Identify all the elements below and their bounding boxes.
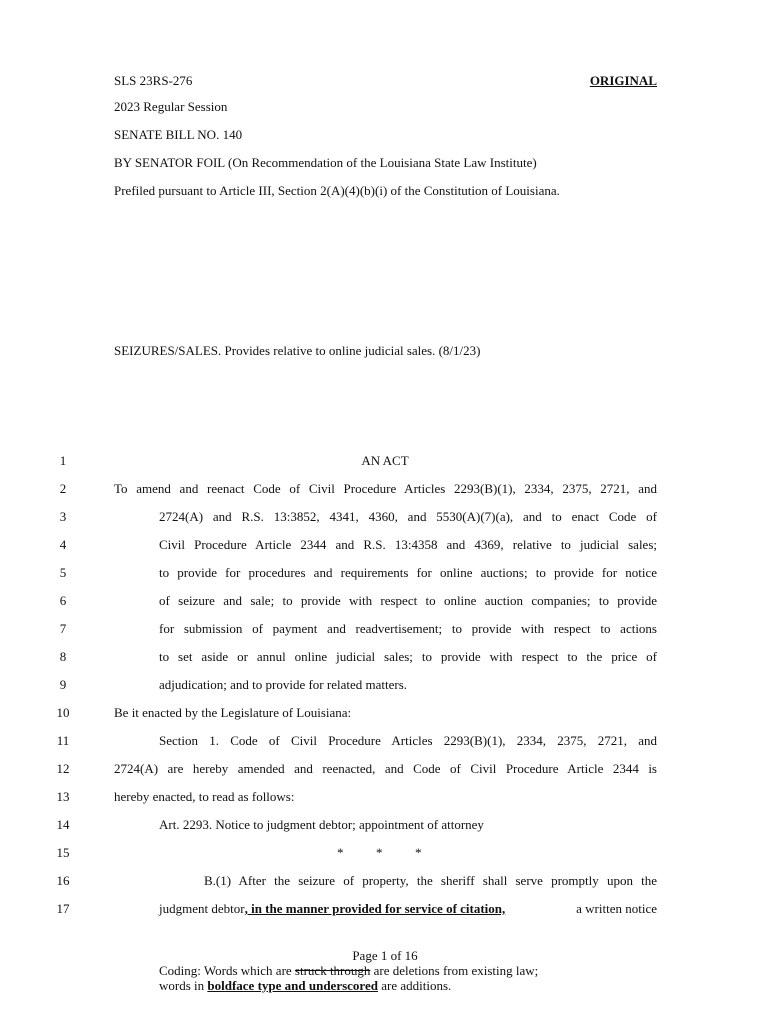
line-text: adjudication; and to provide for related matters. [159, 677, 407, 692]
bill-line [0, 789, 770, 807]
boldface-sample: boldface type and underscored [207, 978, 378, 993]
bill-line [0, 733, 770, 751]
line-text [159, 901, 657, 917]
bill-line [0, 621, 770, 639]
omission-asterisks: * * * [337, 845, 422, 860]
line-text: to provide for procedures and requirements for online auctions; to provide for notice [159, 565, 657, 580]
coding-line-1 [159, 963, 538, 978]
bill-line [0, 761, 770, 779]
added-text: , in the manner provided for service of citation, [244, 901, 506, 916]
line-number: 16 [56, 873, 70, 888]
coding-line-2 [159, 978, 538, 993]
bill-line [0, 565, 770, 583]
line-text: To amend and reenact Code of Civil Procedure Articles 2293(B)(1), 2334, 2375, 2721, and [114, 481, 657, 496]
coding-text: words in [159, 978, 208, 993]
line-number: 1 [59, 453, 67, 468]
bill-line [0, 817, 770, 835]
bill-line [0, 677, 770, 695]
line-number: 9 [59, 677, 67, 692]
status-original: ORIGINAL [589, 73, 657, 88]
act-title: AN ACT [361, 453, 409, 468]
line-text: 2724(A) are hereby amended and reenacted, and Code of Civil Procedure Article 2344 is [114, 761, 657, 776]
coding-text: Coding: Words which are [159, 963, 295, 978]
bill-line [0, 649, 770, 667]
coding-text: are deletions from existing law; [370, 963, 539, 978]
struck-sample: struck through [294, 963, 371, 978]
sls-number: SLS 23RS-276 [114, 73, 193, 88]
page-number: Page 1 of 16 [352, 948, 418, 963]
line-text: to set aside or annul online judicial sales; to provide with respect to the price of [159, 649, 657, 664]
article-heading: Art. 2293. Notice to judgment debtor; appointment of attorney [159, 817, 484, 832]
bill-author: BY SENATOR FOIL (On Recommendation of the Louisiana State Law Institute) [114, 155, 537, 170]
bill-number: SENATE BILL NO. 140 [114, 127, 243, 142]
digest: SEIZURES/SALES. Provides relative to online judicial sales. (8/1/23) [114, 343, 481, 358]
bill-line [0, 593, 770, 611]
line-number: 7 [59, 621, 67, 636]
line-number: 11 [56, 733, 70, 748]
line-text: of seizure and sale; to provide with respect to online auction companies; to provide [159, 593, 657, 608]
coding-note [159, 963, 538, 993]
line-number: 12 [56, 761, 70, 776]
line-text: hereby enacted, to read as follows: [114, 789, 295, 804]
line-number: 14 [56, 817, 70, 832]
line-number: 17 [56, 901, 70, 916]
line-text-plain: judgment debtor [159, 901, 245, 916]
line-text: Civil Procedure Article 2344 and R.S. 13:4358 and 4369, relative to judicial sales; [159, 537, 657, 552]
bill-line [0, 845, 770, 863]
bill-line [0, 705, 770, 723]
line-text: B.(1) After the seizure of property, the sheriff shall serve promptly upon the [204, 873, 657, 888]
bill-line [0, 453, 770, 471]
prefiled-note: Prefiled pursuant to Article III, Section 2(A)(4)(b)(i) of the Constitution of Louisiana. [114, 183, 560, 198]
line-number: 8 [59, 649, 67, 664]
line-number: 6 [59, 593, 67, 608]
line-number: 15 [56, 845, 70, 860]
line-number: 4 [59, 537, 67, 552]
line-number: 10 [56, 705, 70, 720]
line-text: Be it enacted by the Legislature of Louisiana: [114, 705, 352, 720]
line-number: 3 [59, 509, 67, 524]
coding-text: are additions. [377, 978, 452, 993]
line-text: for submission of payment and readvertisement; to provide with respect to actions [159, 621, 657, 636]
line-text-plain: a written notice [572, 901, 657, 916]
bill-line [0, 481, 770, 499]
bill-line [0, 901, 770, 919]
bill-line [0, 873, 770, 891]
session-label: 2023 Regular Session [114, 99, 228, 114]
line-number: 5 [59, 565, 67, 580]
line-text: Section 1. Code of Civil Procedure Articles 2293(B)(1), 2334, 2375, 2721, and [159, 733, 657, 748]
bill-line [0, 509, 770, 527]
line-number: 2 [59, 481, 67, 496]
line-number: 13 [56, 789, 70, 804]
bill-line [0, 537, 770, 555]
line-text: 2724(A) and R.S. 13:3852, 4341, 4360, and 5530(A)(7)(a), and to enact Code of [159, 509, 657, 524]
